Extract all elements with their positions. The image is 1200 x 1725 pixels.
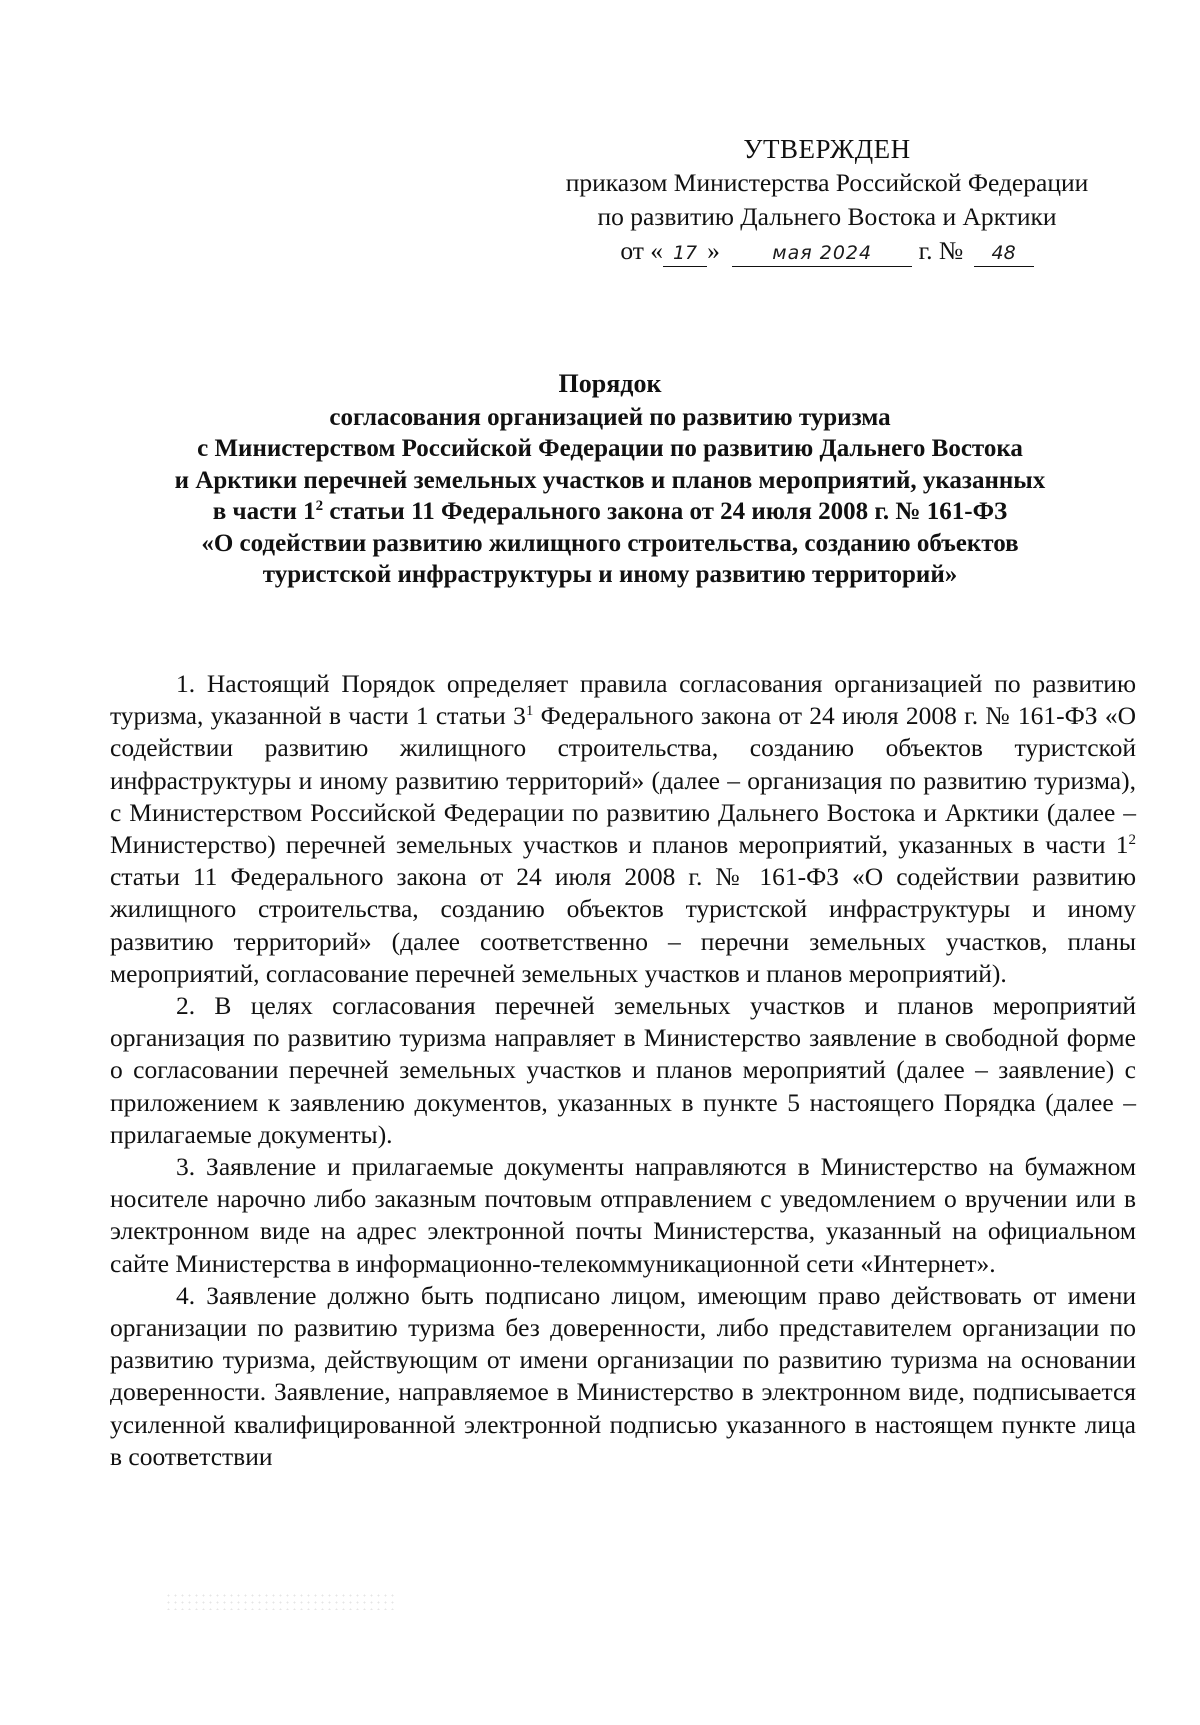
paragraph-3: 3. Заявление и прилагаемые документы направляются в Министерство на бумажном носителе нарочно либо заказным почтовым отправлением с уведомлением о вручении или в электронном виде на адрес электронной почты Министерства, указанный на официальном сайте Министерства в информационно-телекоммуникационной сети «Интернет». (110, 1152, 1136, 1278)
document-title (90, 368, 1130, 591)
approval-line-1: приказом Министерства Российской Федерации (565, 168, 1089, 197)
paragraph-1 (110, 668, 1136, 990)
paragraph-4: 4. Заявление должно быть подписано лицом, имеющим право действовать от имени организации по развитию туризма без доверенности, либо представителем организации по развитию туризма, действующим от имени организации по развитию туризма на основании доверенности. Заявление, направляемое в Министерство в электронном виде, подписывается усиленной квалифицированной электронной подписью указанного в настоящем пункте лица в соответствии (110, 1280, 1136, 1471)
paragraph-1-sup-1: 1 (525, 703, 534, 720)
title-line-5-b: статьи 11 Федерального закона от 24 июля 2008 г. № 161-ФЗ (323, 498, 1008, 525)
title-line-5 (90, 496, 1130, 528)
approval-stamp (520, 132, 1134, 268)
title-line-6: «О содействии развитию жилищного строительства, созданию объектов (201, 529, 1019, 557)
approval-heading: УТВЕРЖДЕН (743, 134, 911, 164)
handwritten-order-number: 48 (974, 240, 1034, 267)
title-line-2: согласования организацией по развитию туризма (329, 403, 891, 431)
date-prefix: от « (620, 236, 664, 265)
title-line-3: с Министерством Российской Федерации по развитию Дальнего Востока (197, 435, 1023, 462)
title-line-7: туристской инфраструктуры и иному развитию территорий» (262, 561, 958, 588)
handwritten-month-year: мая 2024 (732, 240, 912, 267)
scan-noise (165, 1592, 395, 1610)
document-body (110, 668, 1136, 1473)
title-line-1: Порядок (558, 369, 662, 398)
approval-line-2: по развитию Дальнего Востока и Арктики (597, 202, 1057, 231)
handwritten-day: 17 (663, 240, 707, 267)
date-quote-close: » (707, 236, 720, 265)
paragraph-1-sup-2: 2 (1128, 832, 1136, 849)
paragraph-1-c: статьи 11 Федерального закона от 24 июля 2008 г. № 161-ФЗ «О содействии развитию жилищного строительства, созданию объектов туристской инфраструктуры и иному развитию территорий» (далее соответственно – перечни земельных участков, планы мероприятий, согласование перечней земельных участков и планов мероприятий). (110, 862, 1136, 988)
paragraph-1-a: 1. Настоящий Порядок определяет правила согласования организацией по развитию туризма, указанной в части 1 статьи 3 (110, 669, 1136, 731)
title-line-4: и Арктики перечней земельных участков и планов мероприятий, указанных (174, 466, 1046, 494)
title-superscript: 2 (315, 498, 324, 514)
paragraph-1-b: Федерального закона от 24 июля 2008 г. № 161-ФЗ «О содействии развитию жилищного строительства, созданию объектов туристской инфраструктуры и иному развитию территорий» (далее – организация по развитию туризма), с Министерством Российской Федерации по развитию Дальнего Востока и Арктики (далее – Министерство) перечней земельных участков и планов мероприятий, указанных в части 1 (110, 701, 1136, 860)
title-line-5-a: в части 1 (212, 498, 316, 525)
year-suffix: г. № (918, 236, 964, 265)
paragraph-2: 2. В целях согласования перечней земельных участков и планов мероприятий организация по развитию туризма направляет в Министерство заявление в свободной форме о согласовании перечней земельных участков и планов мероприятий (далее – заявление) с приложением к заявлению документов, указанных в пункте 5 настоящего Порядка (далее – прилагаемые документы). (110, 991, 1136, 1149)
approval-date-line (520, 234, 1134, 268)
